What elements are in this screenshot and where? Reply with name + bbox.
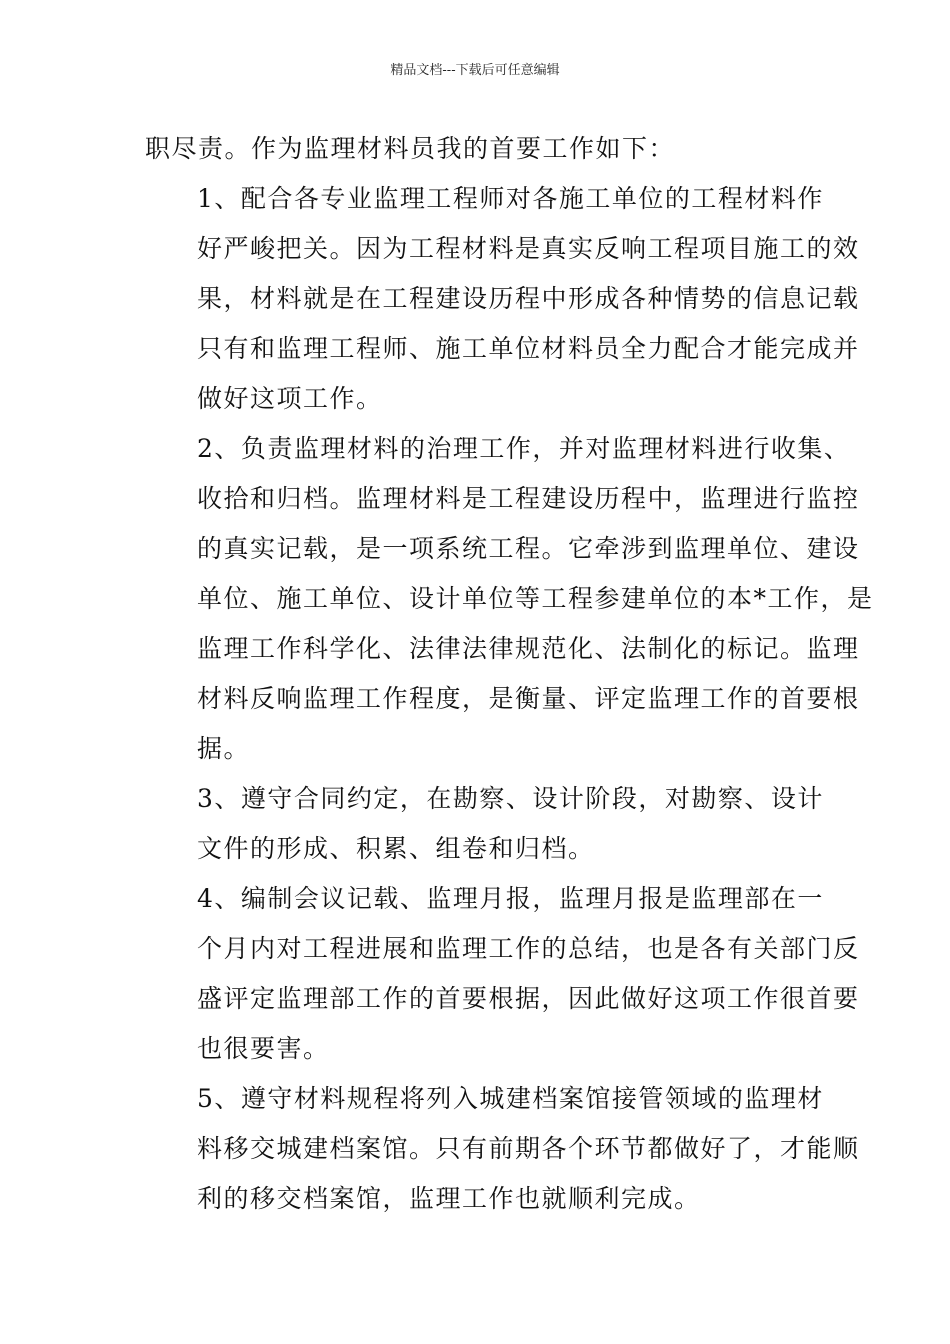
text-line: 文件的形成、积累、组卷和归档。: [197, 834, 595, 863]
text-line: 个月内对工程进展和监理工作的总结，也是各有关部门反: [197, 934, 860, 963]
text-line: 1、配合各专业监理工程师对各施工单位的工程材料作: [197, 184, 824, 213]
text-line: 果，材料就是在工程建设历程中形成各种情势的信息记载: [197, 284, 860, 313]
paragraph-item-2: [145, 424, 874, 774]
text-line: 职尽责。作为监理材料员我的首要工作如下：: [145, 134, 676, 163]
text-line: 盛评定监理部工作的首要根据，因此做好这项工作很首要: [197, 984, 860, 1013]
paragraph-item-5: [145, 1074, 860, 1224]
page-header: 精品文档---下载后可任意编辑: [390, 63, 560, 78]
text-line: 做好这项工作。: [197, 384, 383, 413]
text-line: 好严峻把关。因为工程材料是真实反响工程项目施工的效: [197, 234, 860, 263]
text-line: 5、遵守材料规程将列入城建档案馆接管领域的监理材: [197, 1084, 824, 1113]
text-line: 料移交城建档案馆。只有前期各个环节都做好了，才能顺: [197, 1134, 860, 1163]
text-line: 据。: [197, 734, 251, 763]
text-line: 单位、施工单位、设计单位等工程参建单位的本*工作，是: [197, 584, 874, 613]
paragraph-item-4: [145, 874, 860, 1074]
paragraph-item-3: [145, 774, 824, 874]
text-line: 也很要害。: [197, 1034, 330, 1063]
text-line: 只有和监理工程师、施工单位材料员全力配合才能完成并: [197, 334, 860, 363]
text-line: 监理工作科学化、法律法律规范化、法制化的标记。监理: [197, 634, 860, 663]
text-line: 2、负责监理材料的治理工作，并对监理材料进行收集、: [197, 434, 851, 463]
text-line: 收拾和归档。监理材料是工程建设历程中，监理进行监控: [197, 484, 860, 513]
document-body: [145, 124, 874, 1224]
text-line: 3、遵守合同约定，在勘察、设计阶段，对勘察、设计: [197, 784, 824, 813]
text-line: 材料反响监理工作程度，是衡量、评定监理工作的首要根: [197, 684, 860, 713]
paragraph-intro: [145, 124, 815, 174]
text-line: 4、编制会议记载、监理月报，监理月报是监理部在一: [197, 884, 824, 913]
text-line: 利的移交档案馆，监理工作也就顺利完成。: [197, 1184, 701, 1213]
text-line: 的真实记载，是一项系统工程。它牵涉到监理单位、建设: [197, 534, 860, 563]
paragraph-item-1: [145, 174, 860, 424]
